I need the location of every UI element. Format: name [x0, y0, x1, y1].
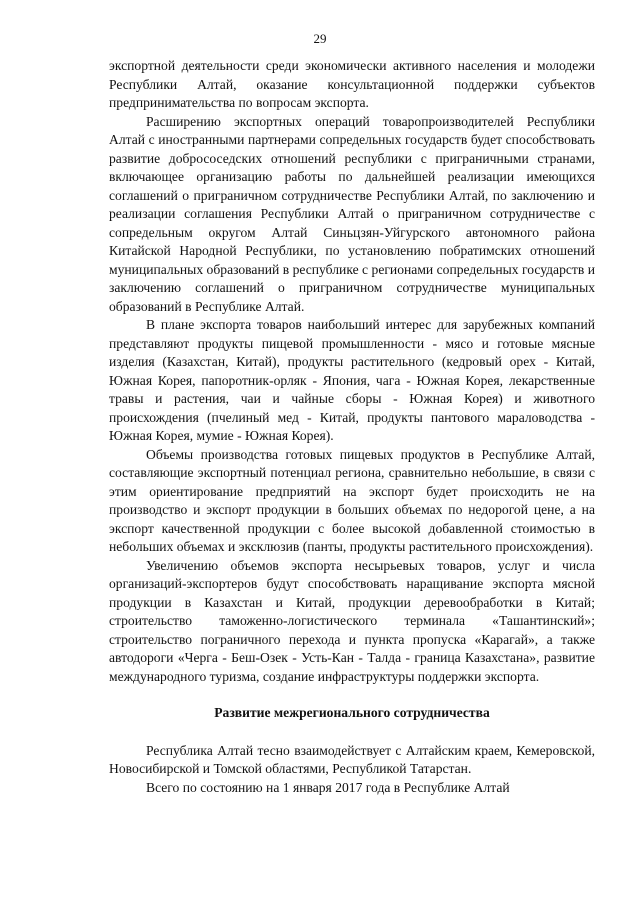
- paragraph-continuation: экспортной деятельности среди экономически активного населения и молодежи Республики Алтай, оказание консультационной поддержки субъектов предпринимательства по вопросам экспорта.: [109, 58, 595, 110]
- paragraph-export-goods: В плане экспорта товаров наибольший интерес для зарубежных компаний представляют продукты пищевой промышленности - мясо и готовые мясные изделия (Казахстан, Китай), продукты растительного (кедровый орех - Китай, Южная Корея, папоротник-орляк - Япония, чага - Южная Корея, лекарственные травы и растения, чаи и чайные сборы - Южная Корея) и животного происхождения (пчелиный мед - Китай, продукты пантового мараловодства - Южная Корея, мумие - Южная Корея).: [109, 317, 595, 443]
- paragraph-status-2017: Всего по состоянию на 1 января 2017 года в Республике Алтай: [146, 779, 510, 795]
- section-heading: Развитие межрегионального сотрудничества: [214, 705, 490, 720]
- paragraph-interregional-partners: Республика Алтай тесно взаимодействует с Алтайским краем, Кемеровской, Новосибирской и Томской областями, Республикой Татарстан.: [109, 742, 595, 776]
- page-body: [109, 57, 595, 797]
- page-number: 29: [313, 31, 327, 46]
- paragraph-export-growth: Увеличению объемов экспорта несырьевых товаров, услуг и числа организаций-экспортеров будут способствовать наращивание экспорта мясной продукции в Казахстан и Китай, продукции деревообработки в Китай; строительство таможенно-логистического терминала «Ташантинский»; строительство пограничного перехода и пункта пропуска «Карагай», а также автодороги «Черга - Беш-Озек - Усть-Кан - Талда - граница Казахстана», развитие международного туризма, создание инфраструктуры поддержки экспорта.: [109, 557, 595, 684]
- paragraph-production-volumes: Объемы производства готовых пищевых продуктов в Республике Алтай, составляющие экспортный потенциал региона, сравнительно небольшие, в связи с этим ориентирование предприятий на экспорт будет происходить не на производство и экспорт продукции в больших объемах по недорогой цене, а на экспорт качественной продукции с более высокой добавленной стоимостью в небольших объемах и эксклюзив (панты, продукты растительного происхождения).: [109, 446, 595, 554]
- paragraph-border-cooperation: Расширению экспортных операций товаропроизводителей Республики Алтай с иностранными партнерами сопредельных государств будет способствовать развитие добрососедских отношений республики с приграничными странами, включающее организацию работы по дальнейшей реализации имеющихся соглашений о приграничном сотрудничестве Республики Алтай, по заключению и реализации соглашения Республики Алтай о приграничном сотрудничестве с сопредельным округом Алтай Синьцзян-Уйгурского автономного района Китайской Народной Республики, по установлению побратимских отношений муниципальных образований в республике с регионами сопредельных государств и заключению соглашений о приграничном сотрудничестве муниципальных образований в Республике Алтай.: [109, 113, 595, 314]
